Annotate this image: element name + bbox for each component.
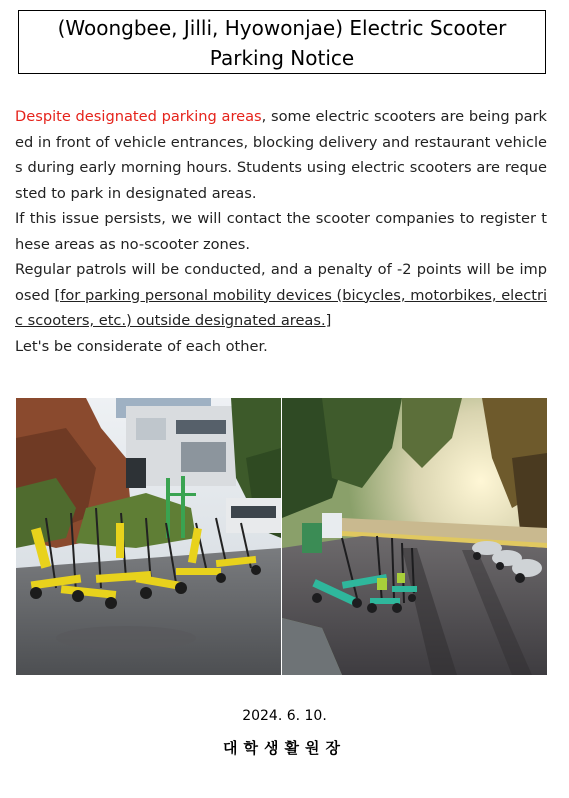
penalty-condition-text: [for parking personal mobility devices (bicycles, motorbikes, electric scooters, etc.) outside designated areas.]: [15, 286, 548, 329]
notice-paragraph-2: If this issue persists, we will contact the scooter companies to register these areas as no-scooter zones.: [15, 210, 547, 253]
scooters-parked-by-building-photo: [16, 398, 281, 675]
scooters-on-curved-road-photo: [282, 398, 547, 675]
notice-paragraph-4: Let's be considerate of each other.: [15, 337, 268, 355]
highlight-text: Despite designated parking areas: [15, 108, 262, 125]
notice-title-line1: (Woongbee, Jilli, Hyowonjae) Electric Scooter: [57, 16, 507, 40]
paragraph-1-text: , some electric scooters are being parked in front of vehicle entrances, blocking delivery and restaurant vehicles during early morning hours. Students using electric scooters are requested to park in designated areas.: [15, 108, 547, 202]
notice-title-line2: Parking Notice: [209, 46, 355, 70]
notice-issuer: 대학생활원장: [223, 739, 346, 757]
notice-paragraph-3: [15, 257, 547, 334]
notice-paragraph-1: [15, 104, 547, 206]
notice-date: 2024. 6. 10.: [242, 708, 327, 724]
notice-body: [15, 104, 547, 359]
penalty-text: Regular patrols will be conducted, and a penalty of -2 points will be imposed: [15, 261, 547, 304]
notice-title-box: [18, 10, 546, 74]
